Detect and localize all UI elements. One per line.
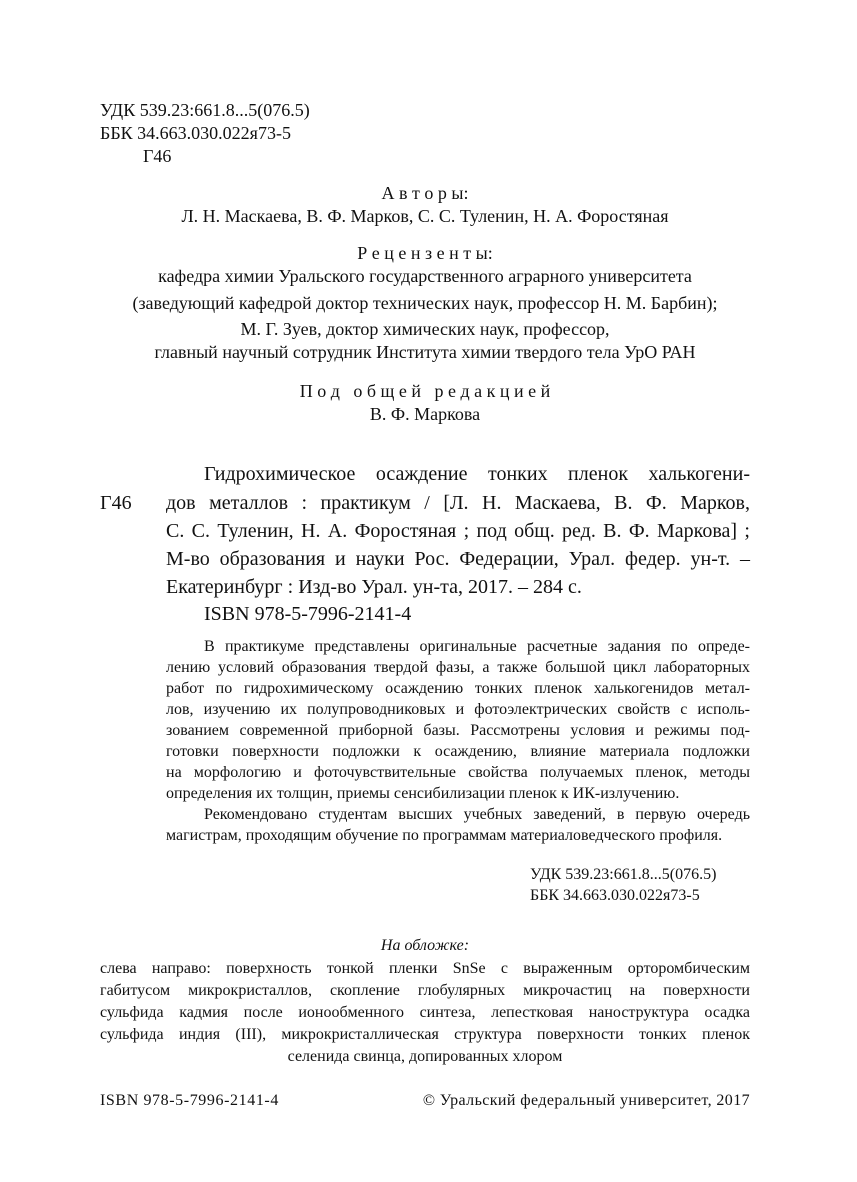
header-bbk: ББК 34.663.030.022я73-5	[100, 123, 291, 143]
reviewer-line: кафедра химии Уральского государственного аграрного университета	[158, 266, 692, 286]
abstract-line: определения их толщин, приемы сенсибилизации пленок к ИК-излучению.	[166, 785, 680, 802]
editor-heading: П о д о б щ е й р е д а к ц и е й	[299, 381, 551, 401]
abstract-line: В практикуме представлены оригинальные расчетные задания по опреде-	[204, 638, 750, 655]
reviewer-line: М. Г. Зуев, доктор химических наук, профессор,	[240, 319, 610, 339]
abstract-line: готовки поверхности подложки к осаждению, влияние материала подложки	[166, 743, 750, 760]
abstract-line: на морфологию и фоточувствительные свойства получаемых пленок, методы	[166, 764, 750, 781]
footer-isbn: ISBN 978-5-7996-2141-4	[100, 1092, 279, 1109]
reviewer-line: главный научный сотрудник Института химии твердого тела УрО РАН	[154, 342, 696, 362]
abstract-line: работ по гидрохимическому осаждению тонких пленок халькогенидов метал-	[166, 680, 750, 697]
classification-bbk: ББК 34.663.030.022я73-5	[530, 887, 700, 904]
authors-names: Л. Н. Маскаева, В. Ф. Марков, С. С. Туленин, Н. А. Форостяная	[181, 206, 669, 226]
abstract-line: лению условий образования твердой фазы, а также большой цикл лабораторных	[166, 659, 750, 676]
editor-name: В. Ф. Маркова	[369, 404, 481, 424]
header-udk: УДК 539.23:661.8...5(076.5)	[100, 100, 310, 120]
catalog-line: Екатеринбург : Изд-во Урал. ун-та, 2017. – 284 с.	[166, 576, 582, 598]
catalog-mark: Г46	[100, 492, 132, 514]
abstract-line: лов, изучению их полупроводниковых и фотоэлектрических свойств с исполь-	[166, 701, 750, 718]
header-author-mark: Г46	[143, 146, 172, 166]
catalog-isbn: ISBN 978-5-7996-2141-4	[204, 603, 412, 625]
catalog-line: дов металлов : практикум / [Л. Н. Маскаева, В. Ф. Марков,	[166, 492, 750, 514]
cover-line: габитусом микрокристаллов, скопление глобулярных микрочастиц на поверхности	[100, 982, 750, 999]
catalog-line: С. С. Туленин, Н. А. Форостяная ; под общ. ред. В. Ф. Маркова] ;	[166, 520, 750, 542]
catalog-line: М-во образования и науки Рос. Федерации, Урал. федер. ун-т. –	[166, 548, 750, 570]
authors-heading: А в т о р ы:	[381, 183, 469, 203]
cover-heading: На обложке:	[380, 937, 470, 954]
abstract-line: магистрам, проходящим обучение по программам материаловедческого профиля.	[166, 827, 723, 844]
cover-line: селенида свинца, допированных хлором	[287, 1048, 563, 1065]
reviewers-heading: Р е ц е н з е н т ы:	[357, 243, 493, 263]
reviewer-line: (заведующий кафедрой доктор технических наук, профессор Н. М. Барбин);	[132, 293, 718, 313]
abstract-line: Рекомендовано студентам высших учебных заведений, в первую очередь	[204, 806, 750, 823]
abstract-line: зованием современной приборной базы. Рассмотрены условия и режимы под-	[166, 722, 750, 739]
cover-line: сульфида индия (III), микрокристаллическая структура поверхности тонких пленок	[100, 1026, 750, 1043]
cover-line: слева направо: поверхность тонкой пленки SnSe с выраженным орторомбическим	[100, 960, 750, 977]
catalog-line: Гидрохимическое осаждение тонких пленок халькогени-	[204, 463, 750, 485]
classification-udk: УДК 539.23:661.8...5(076.5)	[530, 866, 717, 883]
footer-copyright: © Уральский федеральный университет, 2017	[422, 1092, 750, 1109]
cover-line: сульфида кадмия после ионообменного синтеза, лепестковая наноструктура осадка	[100, 1004, 750, 1021]
